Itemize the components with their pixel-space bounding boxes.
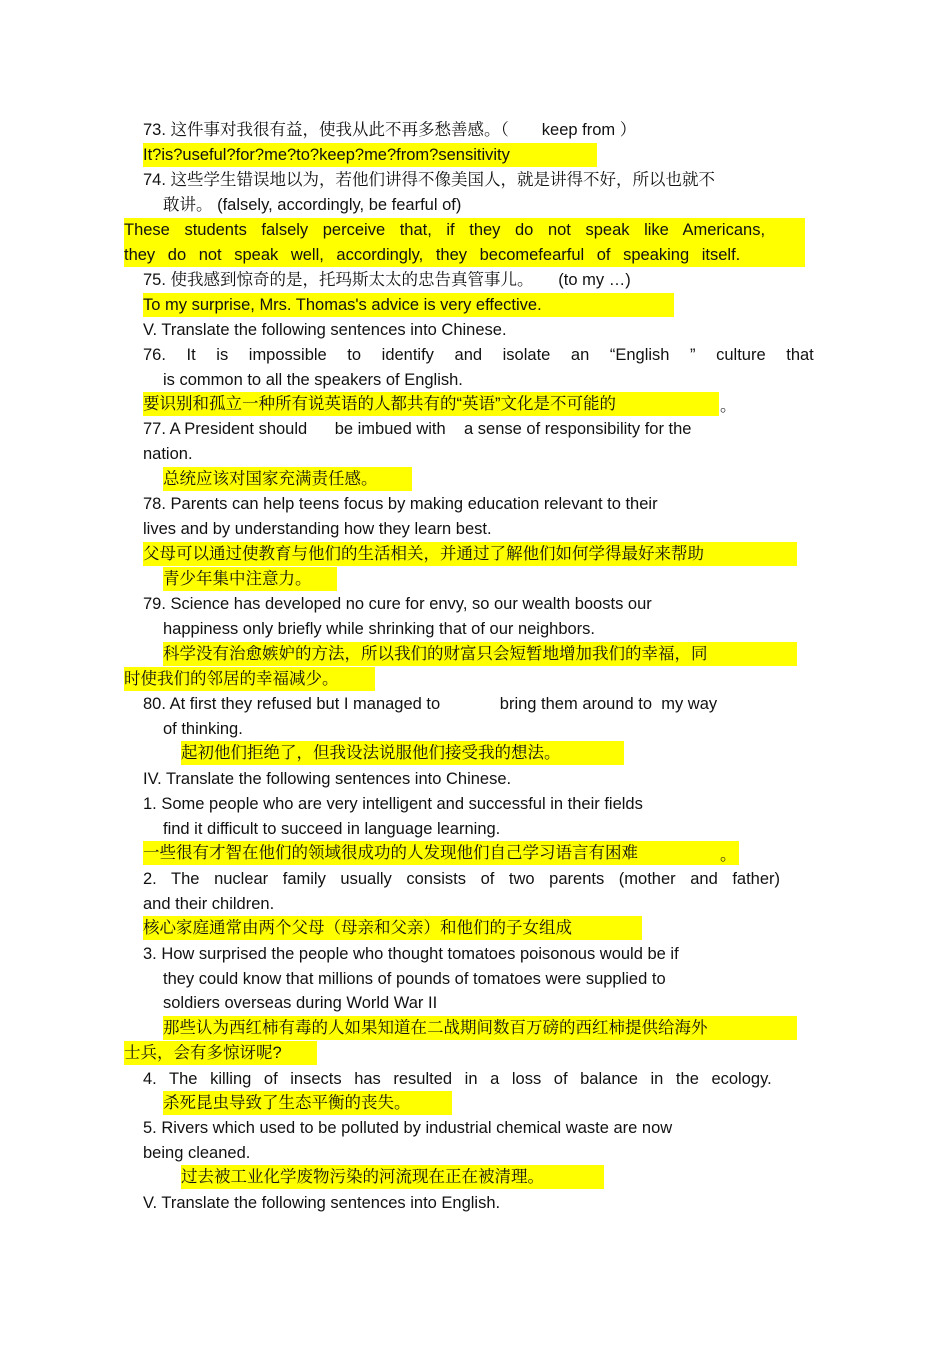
answer-77: 总统应该对国家充满责任感。 xyxy=(163,470,378,488)
question-77-line2: nation. xyxy=(143,445,193,463)
answer-75: To my surprise, Mrs. Thomas's advice is very effective. xyxy=(143,296,542,314)
question-3-line2: they could know that millions of pounds of tomatoes were supplied to xyxy=(163,970,666,988)
section-heading-v-english: V. Translate the following sentences into English. xyxy=(143,1194,501,1212)
answer-79-line2: 时使我们的邻居的幸福减少。 xyxy=(124,670,339,688)
answer-5: 过去被工业化学废物污染的河流现在正在被清理。 xyxy=(181,1168,544,1186)
answer-1: 一些很有才智在他们的领域很成功的人发现他们自己学习语言有困难 xyxy=(143,844,638,862)
answer-2: 核心家庭通常由两个父母（母亲和父亲）和他们的子女组成 xyxy=(143,919,572,937)
answer-73: It?is?useful?for?me?to?keep?me?from?sensitivity xyxy=(143,146,510,164)
question-73: 73. 这件事对我很有益，使我从此不再多愁善感。（ keep from ） xyxy=(143,121,637,139)
question-79-line1: 79. Science has developed no cure for envy, so our wealth boosts our xyxy=(143,595,652,613)
question-78-line1: 78. Parents can help teens focus by making education relevant to their xyxy=(143,495,658,513)
answer-76-period: 。 xyxy=(720,397,737,415)
question-80-line2: of thinking. xyxy=(163,720,243,738)
answer-76: 要识别和孤立一种所有说英语的人都共有的“英语”文化是不可能的 xyxy=(143,395,616,413)
answer-3-line1: 那些认为西红柿有毒的人如果知道在二战期间数百万磅的西红柿提供给海外 xyxy=(163,1019,708,1037)
answer-78-line1: 父母可以通过使教育与他们的生活相关，并通过了解他们如何学得最好来帮助 xyxy=(143,545,704,563)
answer-79-line1: 科学没有治愈嫉妒的方法，所以我们的财富只会短暂地增加我们的幸福，同 xyxy=(163,645,708,663)
question-3-line1: 3. How surprised the people who thought tomatoes poisonous would be if xyxy=(143,945,679,963)
answer-80: 起初他们拒绝了，但我设法说服他们接受我的想法。 xyxy=(181,744,561,762)
question-79-line2: happiness only briefly while shrinking that of our neighbors. xyxy=(163,620,595,638)
question-2-line2: and their children. xyxy=(143,895,275,913)
question-78-line2: lives and by understanding how they learn best. xyxy=(143,520,492,538)
question-74-line1: 74. 这些学生错误地以为，若他们讲得不像美国人，就是讲得不好，所以也就不 xyxy=(143,171,716,189)
question-75: 75. 使我感到惊奇的是，托玛斯太太的忠告真管事儿。 (to my …) xyxy=(143,271,631,289)
question-5-line1: 5. Rivers which used to be polluted by industrial chemical waste are now xyxy=(143,1119,673,1137)
question-80-line1: 80. At first they refused but I managed to bring them around to my way xyxy=(143,695,718,713)
question-4: 4. The killing of insects has resulted in a loss of balance in the ecology. xyxy=(143,1070,772,1088)
question-76-line2: is common to all the speakers of English. xyxy=(163,371,463,389)
question-1-line2: find it difficult to succeed in language learning. xyxy=(163,820,501,838)
question-77-line1: 77. A President should be imbued with a sense of responsibility for the xyxy=(143,420,692,438)
question-74-line2: 敢讲。 (falsely, accordingly, be fearful of) xyxy=(163,196,462,214)
question-1-line1: 1. Some people who are very intelligent and successful in their fields xyxy=(143,795,643,813)
section-heading-iv: IV. Translate the following sentences into Chinese. xyxy=(143,770,512,788)
question-76-line1: 76. It is impossible to identify and isolate an “English ” culture that xyxy=(143,346,814,364)
answer-78-line2: 青少年集中注意力。 xyxy=(163,570,312,588)
answer-74-line2: they do not speak well, accordingly, they becomefearful of speaking itself. xyxy=(124,246,741,264)
question-3-line3: soldiers overseas during World War II xyxy=(163,994,438,1012)
question-2-line1: 2. The nuclear family usually consists of two parents (mother and father) xyxy=(143,870,781,888)
answer-74-line1: These students falsely perceive that, if they do not speak like Americans, xyxy=(124,221,766,239)
answer-3-line2: 士兵，会有多惊讶呢? xyxy=(124,1044,282,1062)
answer-4: 杀死昆虫导致了生态平衡的丧失。 xyxy=(163,1094,411,1112)
question-5-line2: being cleaned. xyxy=(143,1144,251,1162)
section-heading-v-chinese: V. Translate the following sentences into Chinese. xyxy=(143,321,507,339)
answer-1-period: 。 xyxy=(720,846,737,864)
